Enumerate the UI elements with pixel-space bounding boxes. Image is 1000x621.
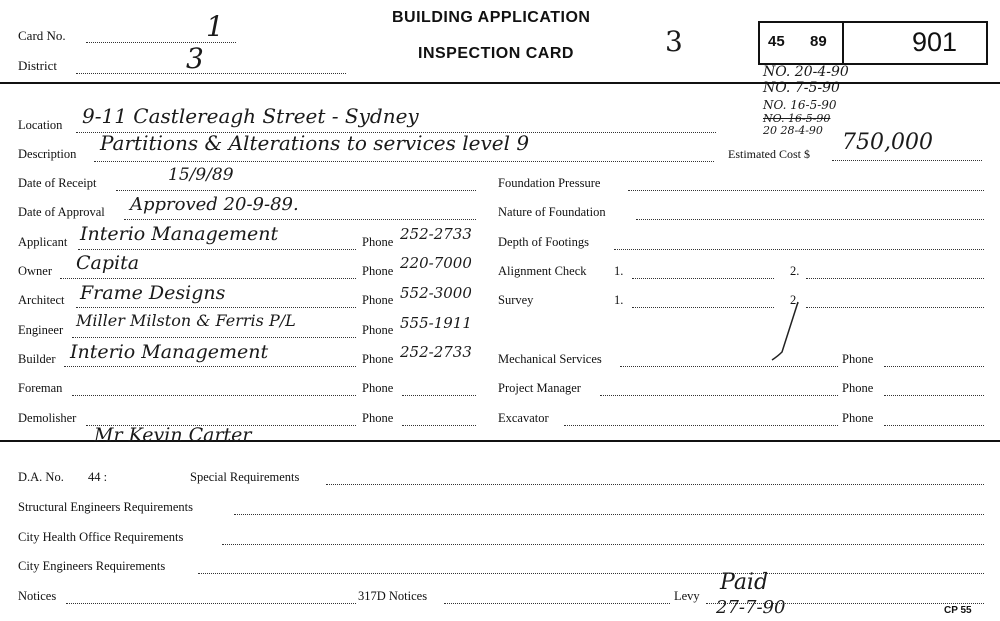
engineer-label: Engineer [18, 323, 64, 337]
depth-footings-label: Depth of Footings [498, 235, 589, 249]
excavator-label: Excavator [498, 411, 549, 425]
nature-foundation-label: Nature of Foundation [498, 205, 606, 219]
city-health-label: City Health Office Requirements [18, 530, 184, 544]
location-label: Location [18, 118, 63, 132]
date-approval-value: Approved 20-9-89. [130, 194, 299, 215]
handwritten-tick-mark [764, 296, 804, 366]
location-value: 9-11 Castlereagh Street - Sydney [82, 104, 419, 128]
alignment-item-1: 1. [614, 264, 624, 278]
note-line: 20 28-4-90 [763, 124, 823, 137]
demolisher-label: Demolisher [18, 411, 77, 425]
da-no-label: D.A. No. [18, 470, 64, 484]
applicant-phone-label: Phone [362, 235, 394, 249]
project-manager-label: Project Manager [498, 381, 581, 395]
date-approval-label: Date of Approval [18, 205, 105, 219]
architect-phone: 552-3000 [400, 284, 472, 302]
builder-phone: 252-2733 [400, 343, 472, 361]
note-line: NO. 16-5-90 [763, 98, 837, 112]
date-receipt-label: Date of Receipt [18, 176, 97, 190]
owner-phone-label: Phone [362, 264, 394, 278]
district-label: District [18, 58, 57, 73]
description-value: Partitions & Alterations to services level 9 [100, 131, 530, 155]
foundation-pressure-label: Foundation Pressure [498, 176, 601, 190]
survey-item-1: 1. [614, 293, 624, 307]
ref-box-1-value: 45 [768, 33, 785, 50]
survey-item-2: 2. [790, 293, 800, 307]
mechanical-services-label: Mechanical Services [498, 352, 602, 366]
structural-engineers-label: Structural Engineers Requirements [18, 500, 193, 514]
owner-label: Owner [18, 264, 53, 278]
district-value: 3 [186, 42, 204, 75]
builder-phone-label: Phone [362, 352, 394, 366]
engineer-phone-label: Phone [362, 323, 394, 337]
estimated-cost-value: 750,000 [842, 130, 933, 155]
levy-date: 27-7-90 [716, 597, 786, 618]
foreman-phone-label: Phone [362, 381, 394, 395]
notices-317d-label: 317D Notices [358, 589, 428, 603]
ref-box-2-value: 89 [810, 33, 827, 50]
owner-value: Capita [76, 252, 140, 274]
card-no-value: 1 [206, 10, 224, 43]
da-no-value: 44 : [88, 470, 108, 484]
estimated-cost-label: Estimated Cost $ [728, 147, 810, 161]
card-no-label: Card No. [18, 28, 66, 43]
owner-phone: 220-7000 [400, 254, 472, 272]
notices-label: Notices [18, 589, 57, 603]
levy-value: Paid [720, 570, 769, 595]
builder-label: Builder [18, 352, 56, 366]
description-label: Description [18, 147, 77, 161]
builder-value: Interio Management [70, 341, 269, 363]
alignment-item-2: 2. [790, 264, 800, 278]
demolisher-phone-label: Phone [362, 411, 394, 425]
ref-box-3-value: 901 [912, 27, 958, 57]
title-number: 3 [665, 25, 683, 58]
applicant-phone: 252-2733 [400, 225, 472, 243]
engineer-value: Miller Milston & Ferris P/L [76, 311, 296, 330]
architect-phone-label: Phone [362, 293, 394, 307]
excavator-phone-label: Phone [842, 411, 874, 425]
levy-label: Levy [674, 589, 700, 603]
header-divider [0, 82, 1000, 84]
ref-box-3 [842, 21, 988, 65]
city-engineers-label: City Engineers Requirements [18, 559, 166, 573]
form-title-line1: BUILDING APPLICATION [392, 9, 591, 26]
ref-box-1 [758, 21, 804, 65]
foreman-label: Foreman [18, 381, 63, 395]
project-manager-phone-label: Phone [842, 381, 874, 395]
form-code: CP 55 [944, 605, 972, 616]
mechanical-phone-label: Phone [842, 352, 874, 366]
form-title-line2: INSPECTION CARD [418, 45, 574, 62]
architect-value: Frame Designs [80, 282, 226, 304]
note-line: NO. 7-5-90 [763, 80, 840, 96]
special-requirements-label: Special Requirements [190, 470, 300, 484]
applicant-label: Applicant [18, 235, 68, 249]
contact-note: Mr Kevin Carter [94, 424, 252, 446]
engineer-phone: 555-1911 [400, 314, 472, 332]
note-line: NO. 20-4-90 [763, 64, 849, 80]
applicant-value: Interio Management [80, 223, 279, 245]
ref-box-2 [800, 21, 844, 65]
note-line: NO. 16-5-90 [763, 112, 831, 125]
alignment-check-label: Alignment Check [498, 264, 587, 278]
survey-label: Survey [498, 293, 534, 307]
date-receipt-value: 15/9/89 [168, 165, 234, 185]
architect-label: Architect [18, 293, 65, 307]
